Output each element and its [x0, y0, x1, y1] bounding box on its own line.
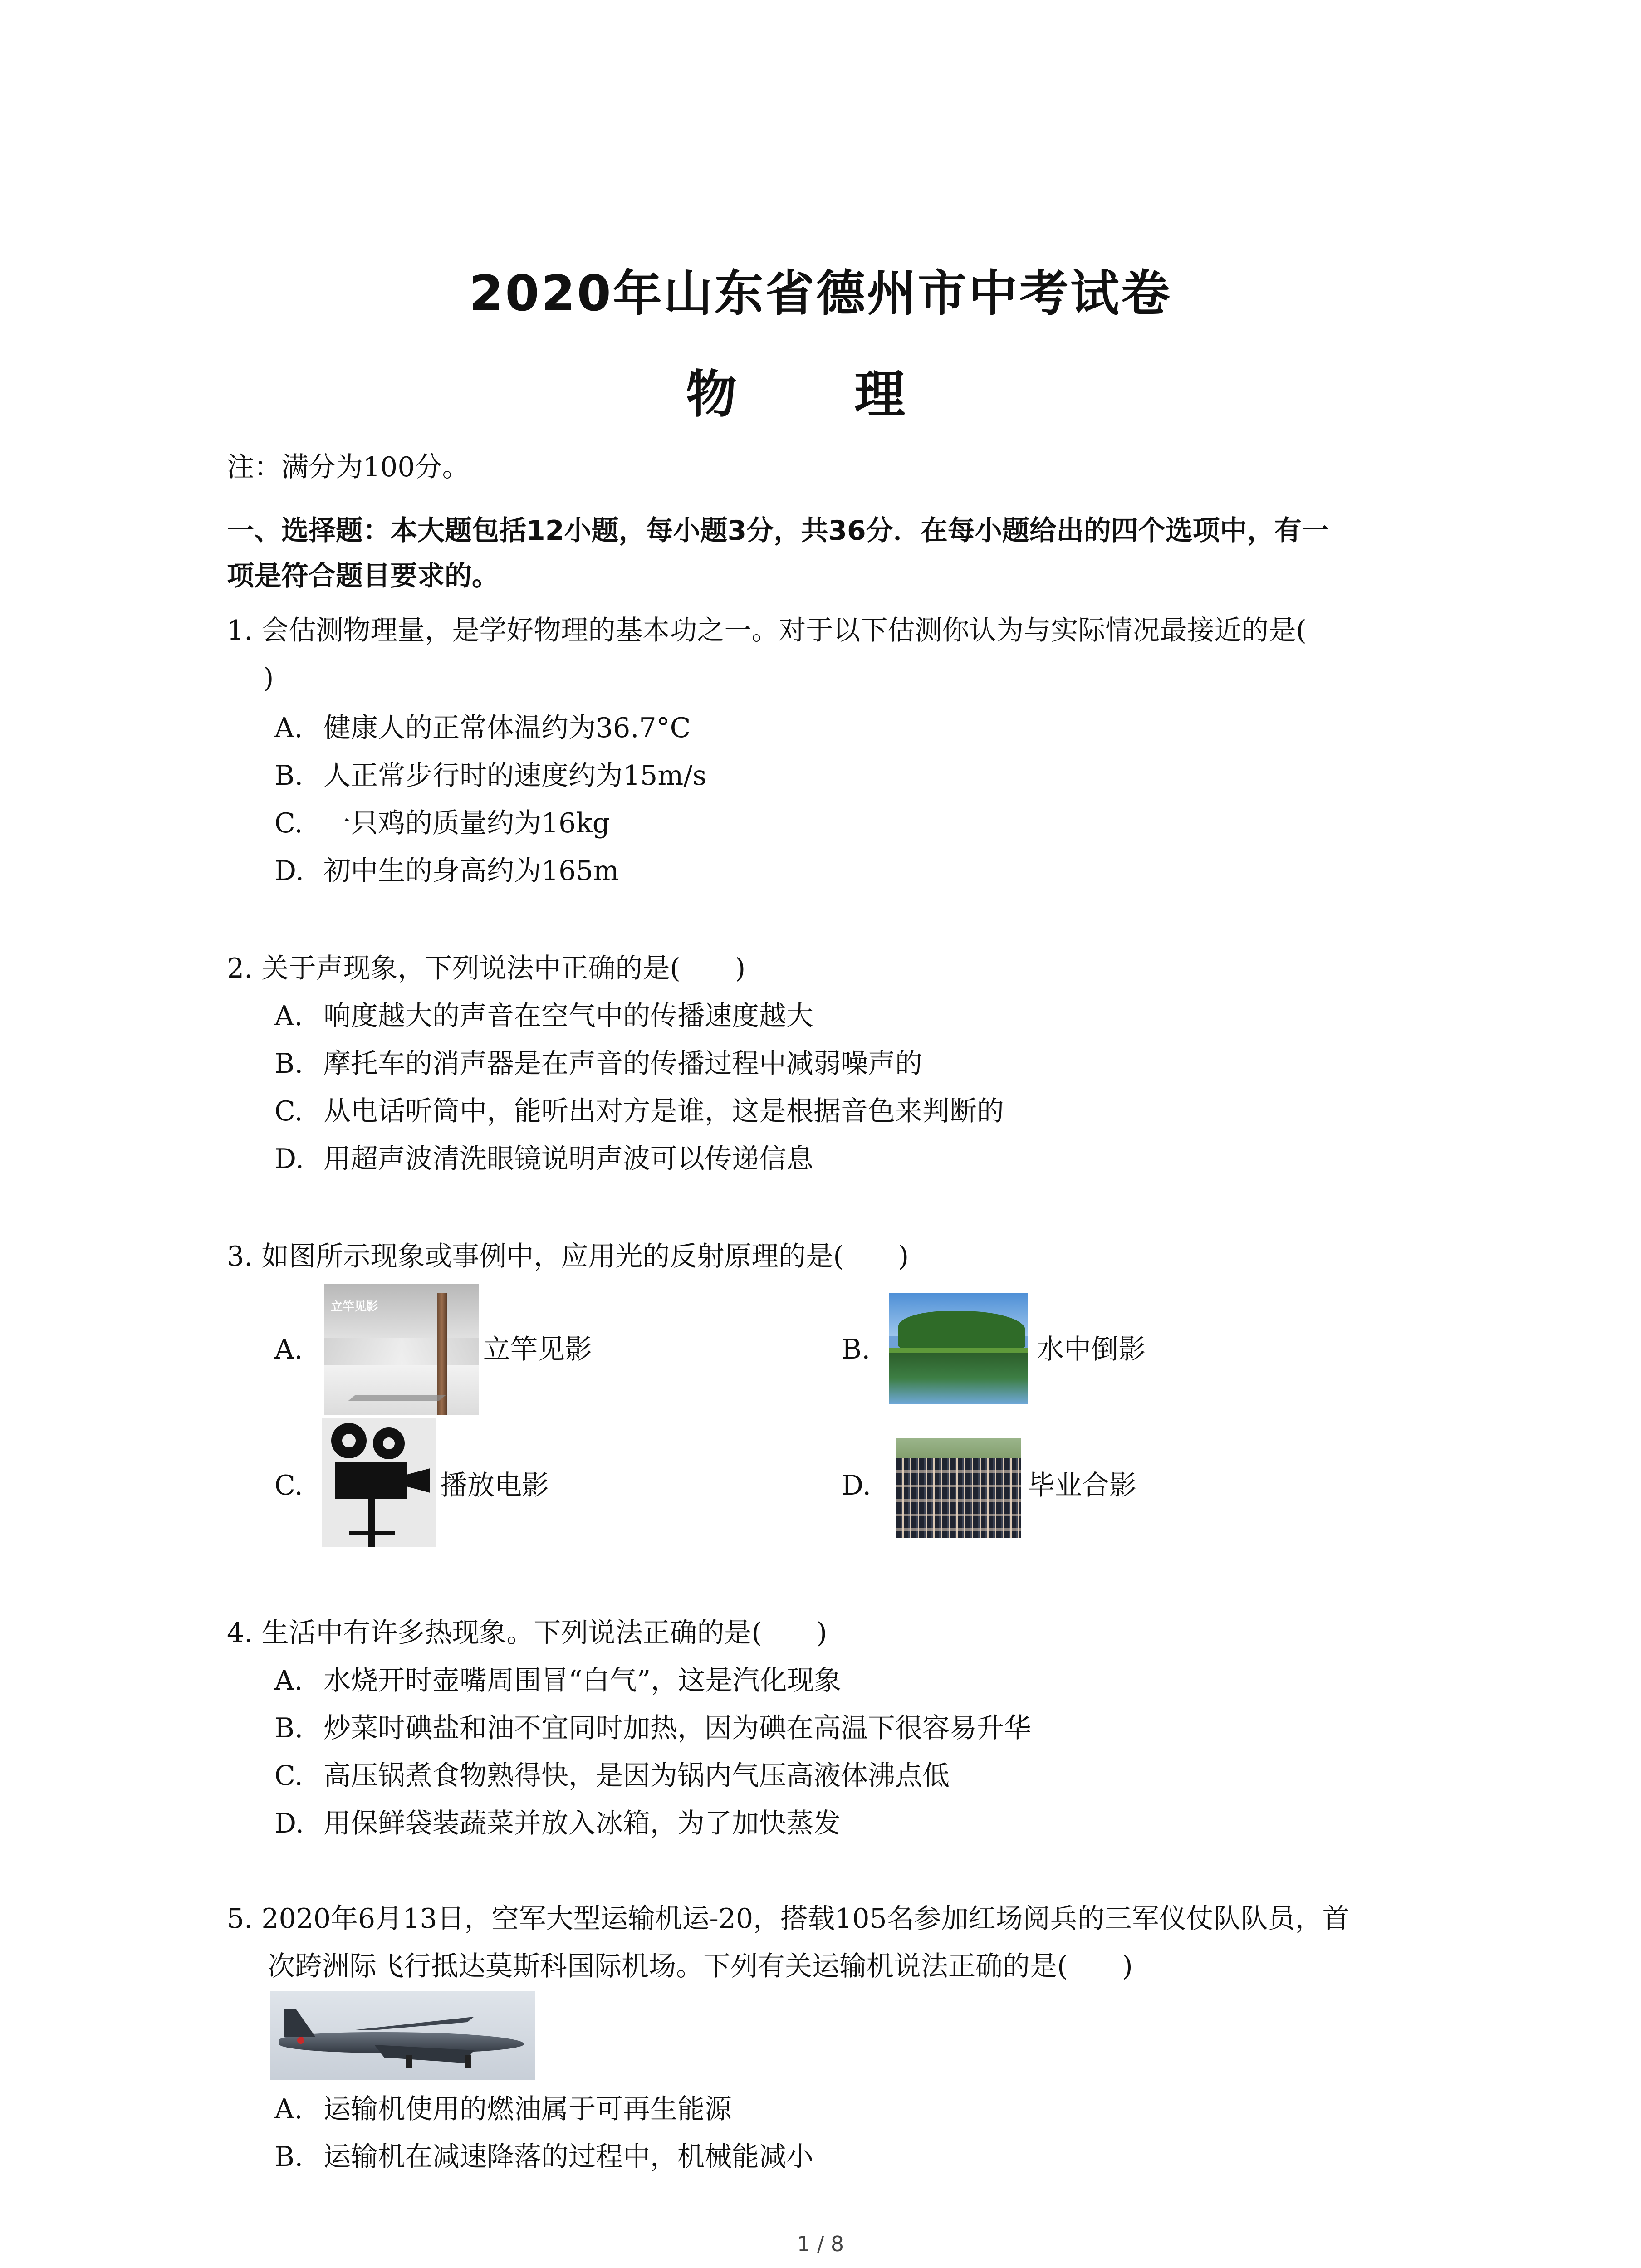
question-4-option-d — [274, 1805, 841, 1842]
graduation-photo-image — [896, 1438, 1021, 1538]
question-2-option-d — [274, 1141, 813, 1177]
question-1-option-b — [274, 758, 706, 794]
question-1-option-c — [274, 805, 610, 841]
question-3-option-b-text: 水中倒影 — [1037, 1334, 1146, 1365]
question-3-option-b-letter: B. — [842, 1334, 871, 1365]
question-1-option-d — [274, 853, 619, 889]
question-2-option-b — [274, 1046, 922, 1082]
option-letter: D. — [274, 855, 304, 887]
option-text: 用超声波清洗眼镜说明声波可以传递信息 — [323, 1143, 813, 1175]
question-1-option-a — [274, 710, 691, 746]
question-3-stem: 3. 如图所示现象或事例中，应用光的反射原理的是( ) — [227, 1241, 909, 1272]
option-text: 摩托车的消声器是在声音的传播过程中减弱噪声的 — [323, 1048, 922, 1080]
question-4-option-a — [274, 1662, 841, 1699]
question-4-stem: 4. 生活中有许多热现象。下列说法正确的是( ) — [227, 1617, 828, 1649]
question-5-stem-cont: 次跨洲际飞行抵达莫斯科国际机场。下列有关运输机说法正确的是( ) — [268, 1950, 1133, 1982]
option-text: 高压锅煮食物熟得快，是因为锅内气压高液体沸点低 — [323, 1760, 950, 1792]
option-letter: C. — [274, 1095, 303, 1127]
option-letter: B. — [274, 2141, 304, 2173]
option-letter: D. — [274, 1143, 304, 1175]
option-letter: C. — [274, 807, 303, 839]
option-letter: A. — [274, 712, 303, 744]
option-text: 一只鸡的质量约为16kg — [323, 807, 610, 839]
option-text: 炒菜时碘盐和油不宜同时加热，因为碘在高温下很容易升华 — [323, 1712, 1031, 1744]
option-letter: A. — [274, 1665, 303, 1696]
question-2-stem: 2. 关于声现象，下列说法中正确的是( ) — [227, 953, 746, 984]
option-text: 运输机使用的燃油属于可再生能源 — [323, 2093, 732, 2125]
section-heading-line1: 一、选择题：本大题包括12小题，每小题3分，共36分．在每小题给出的四个选项中，有一 — [227, 515, 1329, 547]
question-2-option-c — [274, 1093, 1004, 1129]
question-5-option-a — [274, 2091, 732, 2127]
pole-shadow-image — [324, 1284, 479, 1415]
image-caption: 立竿见影 — [331, 1300, 378, 1314]
option-text: 从电话听筒中，能听出对方是谁，这是根据音色来判断的 — [323, 1095, 1004, 1127]
question-5-option-b — [274, 2139, 813, 2175]
section-heading-line2: 项是符合题目要求的。 — [227, 560, 499, 592]
question-3-option-d-text: 毕业合影 — [1028, 1470, 1136, 1501]
option-letter: B. — [274, 1048, 304, 1080]
option-letter: B. — [274, 760, 304, 792]
option-text: 初中生的身高约为165m — [323, 855, 619, 887]
page-number: 1 / 8 — [797, 2232, 844, 2256]
option-text: 运输机在减速降落的过程中，机械能减小 — [323, 2141, 813, 2173]
question-3-option-d-letter: D. — [842, 1470, 872, 1501]
option-text: 用保鲜袋装蔬菜并放入冰箱，为了加快蒸发 — [323, 1808, 841, 1839]
subject-title: 物 理 — [686, 365, 955, 424]
question-3-option-a-letter: A. — [274, 1334, 303, 1365]
question-1-stem: 1. 会估测物理量，是学好物理的基本功之一。对于以下估测你认为与实际情况最接近的是( — [227, 615, 1307, 646]
question-3-option-a-text: 立竿见影 — [483, 1334, 592, 1365]
option-text: 水烧开时壶嘴周围冒“白气”，这是汽化现象 — [323, 1665, 842, 1696]
option-letter: B. — [274, 1712, 304, 1744]
score-note: 注：满分为100分。 — [227, 451, 470, 483]
question-4-option-b — [274, 1710, 1031, 1746]
option-letter: A. — [274, 1000, 303, 1032]
option-text: 健康人的正常体温约为36.7°C — [323, 712, 691, 744]
question-1-stem-cont: ) — [263, 662, 274, 694]
question-5-stem: 5. 2020年6月13日，空军大型运输机运-20，搭载105名参加红场阅兵的三军仪仗队队员，首 — [227, 1903, 1350, 1935]
water-reflection-image — [889, 1293, 1028, 1404]
question-3-option-c-letter: C. — [274, 1470, 303, 1501]
question-2-option-a — [274, 998, 813, 1034]
option-letter: C. — [274, 1760, 303, 1792]
question-3-option-c-text: 播放电影 — [440, 1470, 549, 1501]
transport-plane-image — [270, 1991, 535, 2080]
option-text: 响度越大的声音在空气中的传播速度越大 — [323, 1000, 813, 1032]
movie-camera-icon — [322, 1418, 436, 1547]
exam-title: 2020年山东省德州市中考试卷 — [469, 265, 1172, 322]
option-letter: D. — [274, 1808, 304, 1839]
question-4-option-c — [274, 1758, 950, 1794]
option-letter: A. — [274, 2093, 303, 2125]
option-text: 人正常步行时的速度约为15m/s — [323, 760, 707, 792]
